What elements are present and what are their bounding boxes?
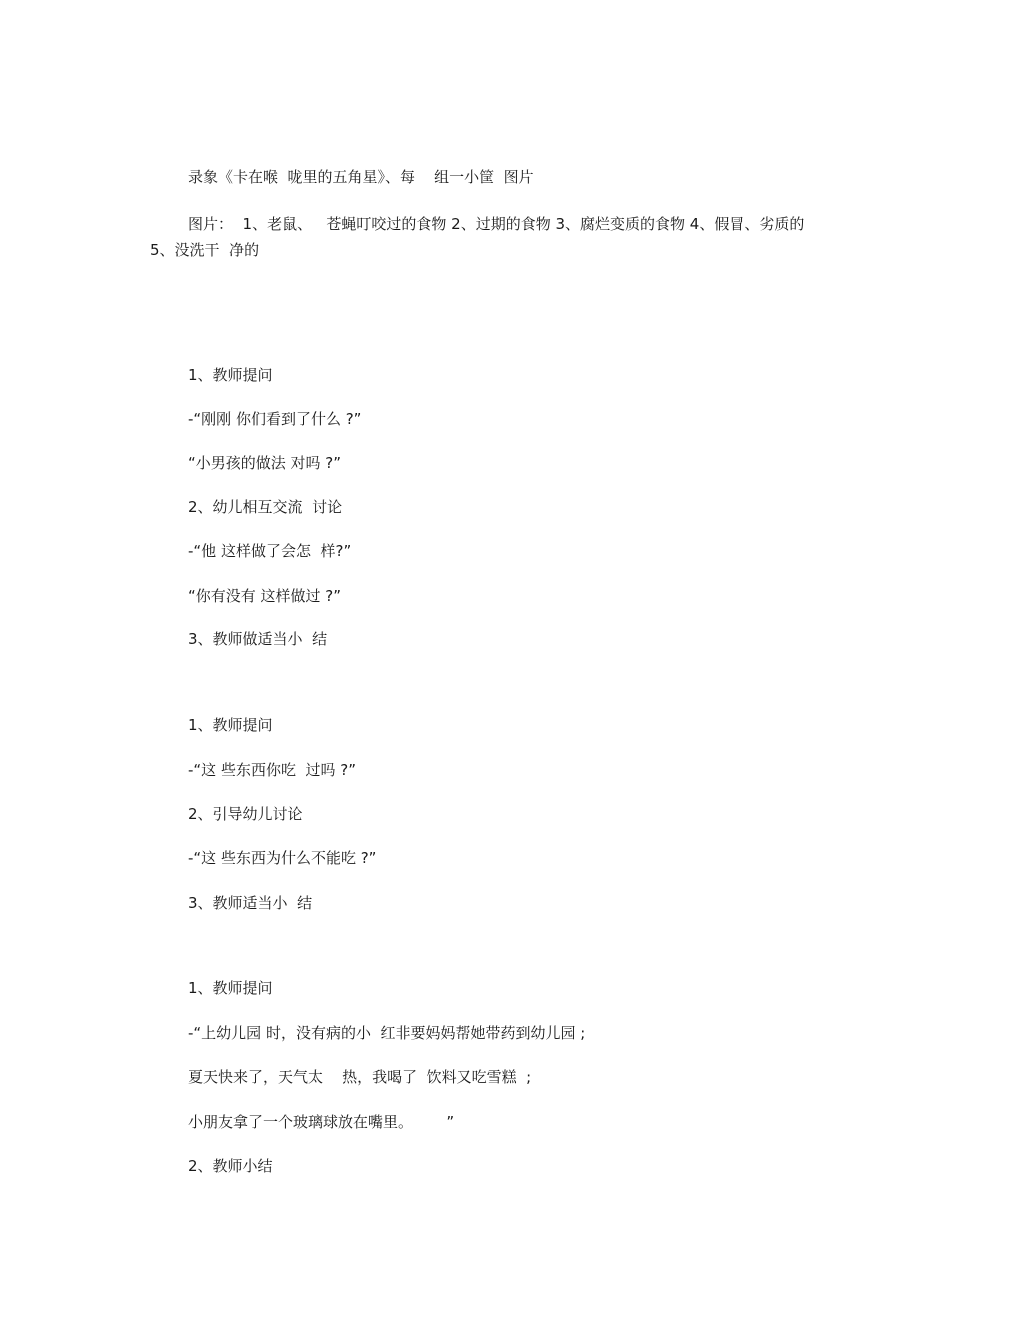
section3-step1: 1、教师提问 xyxy=(188,979,273,997)
section2-step1: 1、教师提问 xyxy=(188,716,273,734)
section1-step3: 3、教师做适当小 结 xyxy=(188,630,328,648)
section2-step2: 2、引导幼儿讨论 xyxy=(188,805,303,823)
section2-question2: -“这 些东西为什么不能吃 ?” xyxy=(188,849,377,867)
section1-question1: -“刚刚 你们看到了什么 ?” xyxy=(188,410,362,428)
section3-question3: 小朋友拿了一个玻璃球放在嘴里。 ” xyxy=(188,1113,455,1131)
section2-question1: -“这 些东西你吃 过吗 ?” xyxy=(188,761,356,779)
section3-step2: 2、教师小结 xyxy=(188,1157,273,1175)
section1-step1: 1、教师提问 xyxy=(188,366,273,384)
section2-step3: 3、教师适当小 结 xyxy=(188,894,313,912)
section1-step2: 2、幼儿相互交流 讨论 xyxy=(188,498,343,516)
pictures-list-line: 图片： 1、老鼠、 苍蝇叮咬过的食物 2、过期的食物 3、腐烂变质的食物 4、假冒、劣质的 xyxy=(188,215,805,233)
section3-question1: -“上幼儿园 时，没有病的小 红非要妈妈帮她带药到幼儿园 ; xyxy=(188,1024,586,1042)
section1-question4: “你有没有 这样做过 ?” xyxy=(188,587,342,605)
materials-line: 录象《卡在喉 咙里的五角星》、每 组一小筐 图片 xyxy=(188,168,534,186)
section3-question2: 夏天快来了，天气太 热，我喝了 饮料又吃雪糕 ; xyxy=(188,1068,532,1086)
pictures-list-continuation: 5、没洗干 净的 xyxy=(150,241,260,259)
section1-question2: “小男孩的做法 对吗 ?” xyxy=(188,454,342,472)
section1-question3: -“他 这样做了会怎 样?” xyxy=(188,542,352,560)
